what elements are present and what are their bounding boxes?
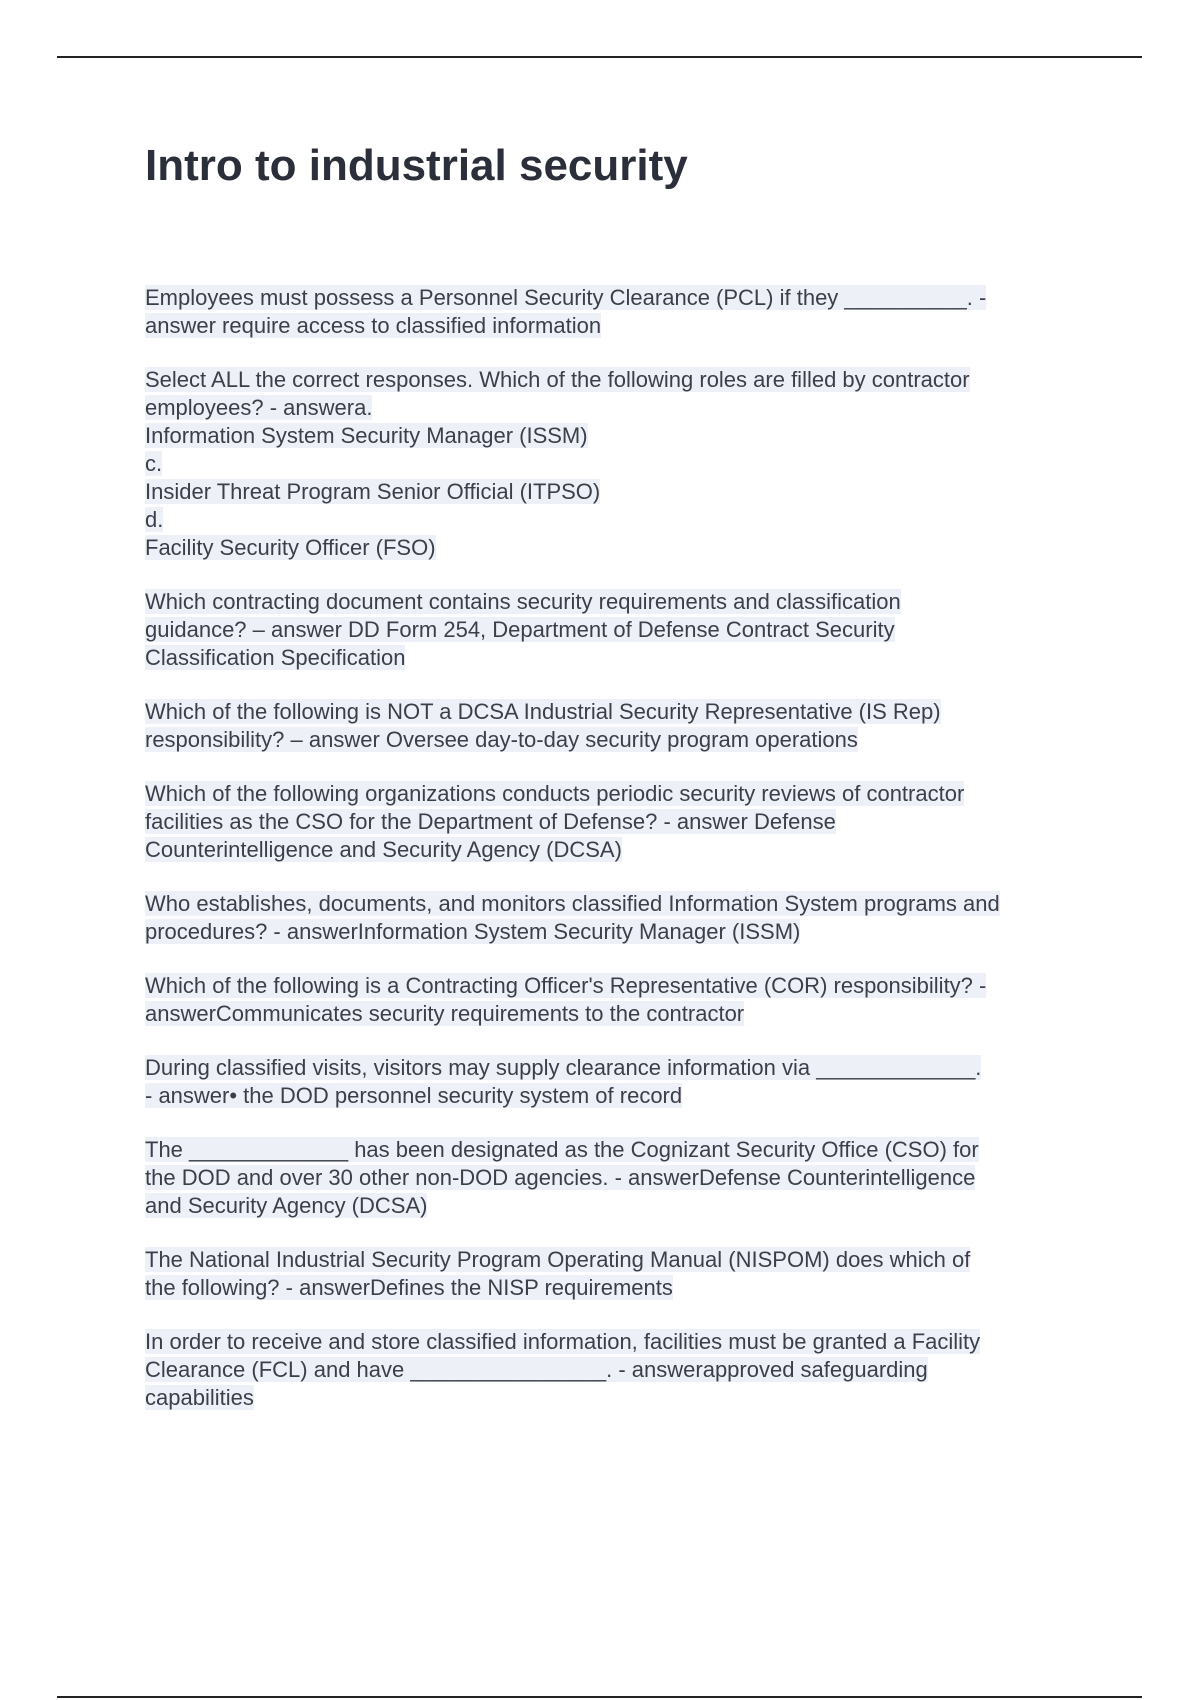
qa-line: d. (145, 507, 164, 532)
qa-line: Insider Threat Program Senior Official (ITPSO) (145, 479, 601, 504)
qa-line: - answer• the DOD personnel security system of record (145, 1083, 683, 1108)
qa-line: Clearance (FCL) and have ________________. - answerapproved safeguarding (145, 1357, 928, 1382)
qa-item (145, 284, 1095, 340)
qa-item (145, 698, 1095, 754)
qa-item (145, 1246, 1095, 1302)
qa-item (145, 1328, 1095, 1412)
qa-list (145, 284, 1095, 1438)
qa-item (145, 1054, 1095, 1110)
qa-line: During classified visits, visitors may supply clearance information via _____________. (145, 1055, 982, 1080)
qa-line: Classification Specification (145, 645, 406, 670)
qa-line: responsibility? – answer Oversee day-to-day security program operations (145, 727, 858, 752)
qa-line: the DOD and over 30 other non-DOD agencies. - answerDefense Counterintelligence (145, 1165, 976, 1190)
qa-item (145, 780, 1095, 864)
qa-line: Employees must possess a Personnel Security Clearance (PCL) if they __________. - (145, 285, 987, 310)
qa-line: procedures? - answerInformation System Security Manager (ISSM) (145, 919, 801, 944)
qa-item (145, 588, 1095, 672)
qa-line: Counterintelligence and Security Agency (DCSA) (145, 837, 622, 862)
page-title: Intro to industrial security (145, 141, 688, 190)
qa-line: Which of the following is a Contracting Officer's Representative (COR) responsibility? - (145, 973, 987, 998)
qa-line: Which contracting document contains security requirements and classification (145, 589, 901, 614)
qa-line: Which of the following organizations conducts periodic security reviews of contractor (145, 781, 965, 806)
qa-line: answer require access to classified information (145, 313, 602, 338)
qa-line: Who establishes, documents, and monitors classified Information System programs and (145, 891, 1000, 916)
qa-line: In order to receive and store classified information, facilities must be granted a Facility (145, 1329, 981, 1354)
qa-line: employees? - answera. (145, 395, 373, 420)
qa-line: Information System Security Manager (ISSM) (145, 423, 588, 448)
qa-line: answerCommunicates security requirements to the contractor (145, 1001, 745, 1026)
qa-line: and Security Agency (DCSA) (145, 1193, 428, 1218)
bottom-rule (57, 1696, 1142, 1698)
qa-line: The _____________ has been designated as the Cognizant Security Office (CSO) for (145, 1137, 979, 1162)
qa-line: Select ALL the correct responses. Which of the following roles are filled by contractor (145, 367, 970, 392)
qa-item (145, 972, 1095, 1028)
qa-line: facilities as the CSO for the Department of Defense? - answer Defense (145, 809, 836, 834)
qa-item (145, 1136, 1095, 1220)
qa-line: Which of the following is NOT a DCSA Industrial Security Representative (IS Rep) (145, 699, 941, 724)
qa-line: Facility Security Officer (FSO) (145, 535, 436, 560)
qa-item (145, 890, 1095, 946)
qa-line: The National Industrial Security Program Operating Manual (NISPOM) does which of (145, 1247, 971, 1272)
qa-line: capabilities (145, 1385, 254, 1410)
qa-line: the following? - answerDefines the NISP requirements (145, 1275, 673, 1300)
qa-line: guidance? – answer DD Form 254, Department of Defense Contract Security (145, 617, 895, 642)
qa-line: c. (145, 451, 163, 476)
top-rule (57, 56, 1142, 58)
qa-item (145, 366, 1095, 562)
